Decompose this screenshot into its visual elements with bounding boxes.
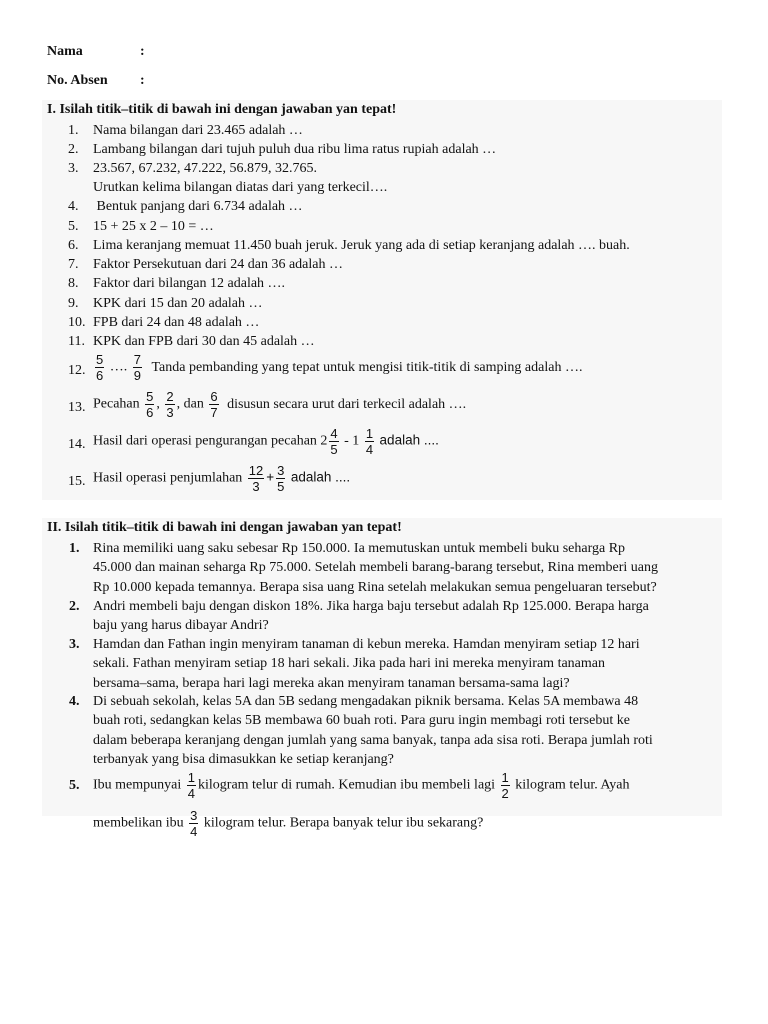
question-number: 5.: [68, 219, 79, 234]
operator: - 1: [344, 433, 360, 449]
question-number: 2.: [68, 142, 79, 157]
fraction: [209, 389, 218, 420]
numerator: 3: [190, 808, 198, 823]
question-number: 7.: [68, 257, 79, 272]
question-lead: Hasil operasi penjumlahan: [93, 470, 243, 486]
question-lead: Pecahan: [93, 396, 140, 412]
essay-item-3: [69, 635, 723, 693]
absen-colon: :: [140, 73, 145, 88]
question-text: kilogram telur. Ayah: [515, 777, 630, 793]
question-number: 15.: [68, 474, 86, 489]
question-number: 12.: [68, 363, 86, 378]
numerator: 1: [365, 426, 374, 441]
question-text: FPB dari 24 dan 48 adalah …: [93, 315, 260, 330]
fraction: [165, 389, 174, 420]
essay-line: dalam beberapa keranjang dengan jumlah yang sama banyak, tanpa ada sisa roti. Berapa jumlah roti: [93, 732, 653, 748]
essay-line: Rina memiliki uang saku sebesar Rp 150.000. Ia memutuskan untuk membeli buku seharga Rp: [93, 541, 626, 556]
numerator: 3: [277, 463, 285, 478]
name-label: Nama: [47, 44, 83, 59]
essay-line: sekali. Fathan menyiram setiap 18 hari sekali. Jika pada hari ini mereka menyiram tanaman: [93, 656, 605, 672]
section-two-title: II. Isilah titik–titik di bawah ini dengan jawaban yan tepat!: [47, 520, 402, 535]
numerator: 5: [96, 352, 104, 367]
question-text: Nama bilangan dari 23.465 adalah …: [93, 123, 303, 138]
question-text: 23.567, 67.232, 47.222, 56.879, 32.765.: [93, 161, 317, 176]
essay-line: [93, 808, 723, 844]
numerator: 4: [330, 426, 338, 441]
essay-line: baju yang harus dibayar Andri?: [93, 618, 269, 634]
question-number: 9.: [68, 296, 79, 311]
absen-label: No. Absen: [47, 73, 108, 88]
question-text: kilogram telur di rumah. Kemudian ibu membeli lagi: [198, 777, 496, 793]
question-text: Lima keranjang memuat 11.450 buah jeruk. Jeruk yang ada di setiap keranjang adalah …. buah.: [93, 238, 630, 253]
denominator: 6: [146, 405, 154, 420]
question-number: 10.: [68, 315, 86, 330]
question-tail: adalah ....: [379, 432, 439, 448]
question-text: 15 + 25 x 2 – 10 = …: [93, 219, 214, 234]
essay-item-5: [69, 770, 723, 844]
question-lead: membelikan ibu: [93, 815, 184, 831]
denominator: 3: [252, 479, 260, 494]
question-number: 2.: [69, 599, 80, 614]
fraction: [248, 463, 264, 494]
question-number: 5.: [69, 778, 80, 793]
question-tail: adalah ....: [290, 469, 351, 485]
absen-field-row: [47, 73, 145, 89]
fraction: [329, 426, 338, 457]
separator: ,: [156, 396, 160, 412]
essay-line: buah roti, sedangkan kelas 5B membawa 60 buah roti. Para guru ingin membagi roti tersebut ke: [93, 713, 630, 729]
question-number: 1.: [68, 123, 79, 138]
question-text: Tanda pembanding yang tepat untuk mengisi titik-titik di samping adalah ….: [151, 359, 583, 375]
question-text: Faktor dari bilangan 12 adalah ….: [93, 276, 286, 291]
essay-line: 45.000 dan mainan seharga Rp 75.000. Setelah membeli barang-barang tersebut, Rina memberi uang: [93, 560, 659, 576]
fraction: [189, 808, 198, 839]
numerator: 5: [146, 389, 154, 404]
question-text: Faktor Persekutuan dari 24 dan 36 adalah …: [93, 257, 343, 272]
denominator: 3: [166, 405, 174, 420]
essay-line: Andri membeli baju dengan diskon 18%. Jika harga baju tersebut adalah Rp 125.000. Berapa harga: [93, 599, 649, 614]
question-number: 1.: [69, 541, 80, 556]
fraction: [187, 770, 196, 801]
section-one: [42, 100, 722, 500]
fraction: [145, 389, 154, 420]
question-number: 4.: [69, 694, 80, 709]
numerator: 7: [133, 352, 141, 367]
separator: , dan: [176, 396, 204, 412]
numerator: 2: [166, 389, 174, 404]
comparison-dots: ….: [109, 359, 128, 375]
essay-item-2: [69, 597, 723, 636]
numerator: 1: [187, 770, 195, 785]
fraction: [276, 463, 285, 494]
essay-line: Di sebuah sekolah, kelas 5A dan 5B sedang mengadakan piknik bersama. Kelas 5A membawa 48: [93, 694, 639, 709]
denominator: 7: [210, 405, 218, 420]
essay-line: Rp 10.000 kepada temannya. Berapa sisa uang Rina setelah melakukan semua pengeluaran tersebut?: [93, 579, 657, 595]
question-text: KPK dan FPB dari 30 dan 45 adalah …: [93, 334, 315, 349]
essay-line: bersama–sama, berapa hari lagi mereka akan menyiram tanaman bersama-sama lagi?: [93, 675, 570, 691]
question-number: 8.: [68, 276, 79, 291]
question-text: KPK dari 15 dan 20 adalah …: [93, 296, 263, 311]
question-number: 11.: [68, 334, 85, 349]
question-number: 6.: [68, 238, 79, 253]
fraction: [95, 352, 104, 383]
fraction: [133, 352, 142, 383]
section-one-title: I. Isilah titik–titik di bawah ini dengan jawaban yan tepat!: [47, 102, 397, 117]
question-text: disusun secara urut dari terkecil adalah ….: [227, 396, 467, 412]
numerator: 12: [248, 463, 264, 478]
question-number: 3.: [69, 637, 80, 652]
denominator: 4: [187, 786, 195, 801]
denominator: 4: [365, 442, 374, 457]
denominator: 2: [501, 786, 509, 801]
question-number: 14.: [68, 437, 86, 452]
question-lead: Hasil dari operasi pengurangan pecahan 2: [93, 433, 328, 449]
denominator: 5: [330, 442, 338, 457]
fraction: [365, 426, 374, 457]
denominator: 9: [133, 368, 141, 383]
numerator: 1: [501, 770, 509, 785]
numerator: 6: [210, 389, 218, 404]
denominator: 4: [190, 824, 198, 839]
question-text: Urutkan kelima bilangan diatas dari yang terkecil….: [93, 180, 388, 195]
question-lead: Ibu mempunyai: [93, 777, 182, 793]
essay-line: [93, 770, 723, 806]
operator: +: [266, 469, 275, 485]
essay-item-4: [69, 692, 723, 769]
fraction: [501, 770, 510, 801]
denominator: 5: [277, 479, 285, 494]
denominator: 6: [96, 368, 104, 383]
question-number: 3.: [68, 161, 79, 176]
question-number: 4.: [68, 199, 79, 214]
name-field-row: [47, 44, 145, 60]
essay-line: Hamdan dan Fathan ingin menyiram tanaman di kebun mereka. Hamdan menyiram setiap 12 hari: [93, 637, 640, 652]
name-colon: :: [140, 44, 145, 59]
question-text: Lambang bilangan dari tujuh puluh dua ribu lima ratus rupiah adalah …: [93, 142, 497, 157]
essay-line: terbanyak yang bisa dimasukkan ke setiap keranjang?: [93, 751, 394, 767]
question-text: Bentuk panjang dari 6.734 adalah …: [93, 199, 303, 214]
essay-item-1: [69, 539, 723, 597]
question-text: kilogram telur. Berapa banyak telur ibu sekarang?: [203, 815, 484, 831]
question-number: 13.: [68, 400, 86, 415]
